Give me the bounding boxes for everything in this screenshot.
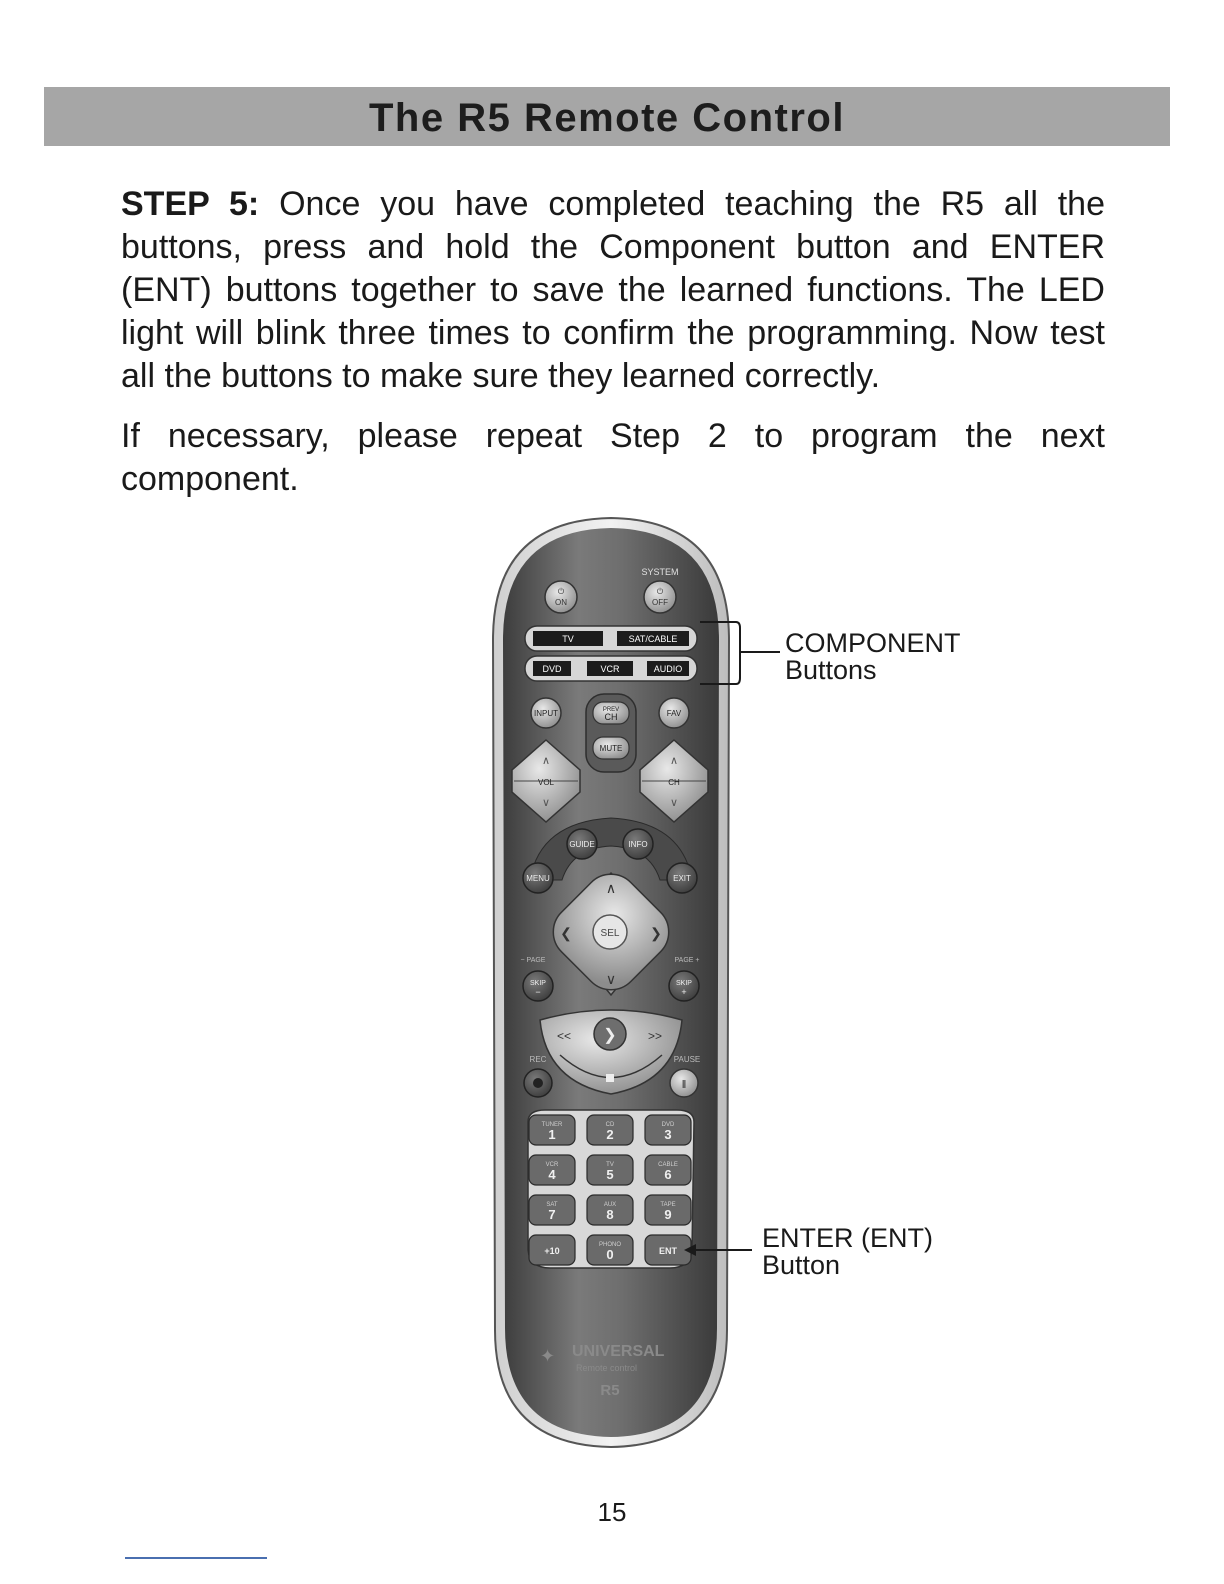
sel-button[interactable] [593,915,627,949]
component-callout-line1: COMPONENT [785,628,961,658]
enter-callout-line2: Button [762,1250,841,1280]
step-label: STEP 5: [121,185,260,223]
keypad-sub-label: CD [605,1122,615,1128]
keypad-button-4[interactable] [529,1155,575,1185]
pause-button[interactable] [670,1069,698,1097]
keypad-main-label: 3 [664,1127,672,1142]
component-button-vcr[interactable] [587,661,633,676]
guide-button[interactable] [567,829,597,859]
svg-text:GUIDE: GUIDE [569,840,595,849]
arrow-down-icon[interactable]: ∨ [605,971,617,987]
svg-text:PREV: PREV [602,707,620,713]
component-button-tv[interactable] [533,631,603,646]
svg-text:MUTE: MUTE [599,744,623,753]
svg-text:SKIP: SKIP [530,980,546,987]
step-text: Once you have completed teaching the R5 all the buttons, press and hold the Component button and ENTER (ENT) buttons together to save the learned functions. The LED light will blink three times to confirm the programming. Now test all the buttons to make sure they learned correctly. [121,185,1106,395]
channel-down-icon: ∨ [669,797,679,809]
component-button-dvd[interactable] [533,661,571,676]
svg-text:INPUT: INPUT [534,709,558,718]
keypad-button-7[interactable] [529,1195,575,1225]
keypad-sub-label: TAPE [660,1202,676,1208]
svg-text:AUDIO: AUDIO [653,664,683,674]
svg-text:+: + [681,987,687,997]
page-title: The R5 Remote Control [369,96,845,140]
component-callout-line2: Buttons [785,655,877,685]
svg-text:EXIT: EXIT [673,874,691,883]
brand-subtitle: Remote control [576,1363,638,1373]
keypad-button-plus10[interactable] [529,1235,575,1265]
rec-label: REC [529,1055,547,1064]
keypad-main-label: 7 [548,1207,556,1222]
keypad-sub-label: PHONO [598,1242,622,1248]
keypad-sub-label: AUX [603,1202,617,1208]
enter-callout [762,1225,933,1279]
arrow-up-icon[interactable]: ∧ [605,880,617,896]
play-icon: ❯ [603,1027,617,1044]
arrow-right-icon[interactable]: ❯ [650,925,662,941]
rewind-icon[interactable]: << [556,1029,572,1043]
input-button[interactable] [531,698,561,728]
keypad-button-8[interactable] [587,1195,633,1225]
off-button[interactable] [644,581,676,613]
keypad-button-5[interactable] [587,1155,633,1185]
skip-minus-button[interactable] [523,971,553,1001]
arrow-left-icon[interactable]: ❮ [560,925,572,941]
fav-button[interactable] [659,698,689,728]
keypad-sub-label: CABLE [658,1162,678,1168]
keypad-sub-label: TUNER [541,1122,563,1128]
keypad-main-label: 8 [606,1207,614,1222]
svg-text:CH: CH [604,712,618,722]
svg-text:SEL: SEL [600,928,620,939]
svg-text:−: − [535,987,541,997]
svg-text:FAV: FAV [666,709,682,718]
mute-button[interactable] [593,737,629,759]
svg-text:DVD: DVD [542,664,562,674]
brand-logo-icon: ✦ [540,1346,556,1366]
component-callout [785,630,961,684]
info-button[interactable] [623,829,653,859]
keypad-button-0[interactable] [587,1235,633,1265]
svg-text:OFF: OFF [652,598,668,607]
keypad-button-9[interactable] [645,1195,691,1225]
keypad-button-2[interactable] [587,1115,633,1145]
svg-text:MENU: MENU [526,874,550,883]
exit-button[interactable] [667,863,697,893]
svg-text:CH: CH [668,778,680,787]
enter-callout-line1: ENTER (ENT) [762,1223,933,1253]
keypad-main-label: 0 [606,1247,614,1262]
page-plus-label: PAGE + [674,957,700,964]
svg-text:VCR: VCR [600,664,620,674]
keypad-main-label: ENT [659,1246,677,1256]
channel-up-icon: ∧ [669,755,679,767]
keypad-main-label: +10 [544,1246,560,1256]
keypad-main-label: 5 [606,1167,614,1182]
page-number: 15 [597,1497,627,1527]
keypad-sub-label: VCR [545,1162,559,1168]
pause-label: PAUSE [673,1055,701,1064]
keypad-main-label: 4 [548,1167,556,1182]
component-button-sat-cable[interactable] [617,631,689,646]
svg-text:SKIP: SKIP [676,980,692,987]
svg-text:SAT/CABLE: SAT/CABLE [628,634,678,644]
skip-plus-button[interactable] [669,971,699,1001]
stop-icon[interactable] [606,1074,614,1082]
keypad-main-label: 1 [548,1127,556,1142]
keypad-main-label: 2 [606,1127,614,1142]
keypad-button-6[interactable] [645,1155,691,1185]
volume-up-icon: ∧ [541,755,551,767]
keypad-sub-label: DVD [661,1122,675,1128]
component-button-audio[interactable] [647,661,689,676]
svg-text:INFO: INFO [628,840,648,849]
keypad-button-3[interactable] [645,1115,691,1145]
footer-rule [125,1557,267,1559]
on-button[interactable] [545,581,577,613]
menu-button[interactable] [523,863,553,893]
volume-down-icon: ∨ [541,797,551,809]
record-icon [533,1078,543,1088]
pause-icon: ‖ [681,1079,687,1091]
repeat-paragraph: If necessary, please repeat Step 2 to program the next component. [121,417,1105,498]
brand-name: UNIVERSAL [572,1343,665,1360]
play-button[interactable] [594,1018,626,1050]
system-label: SYSTEM [641,567,679,577]
svg-text:ON: ON [555,598,567,607]
keypad-sub-label: TV [606,1162,614,1168]
fast-forward-icon[interactable]: >> [647,1029,663,1043]
power-icon: ⏻ [656,587,664,596]
keypad-button-1[interactable] [529,1115,575,1145]
rec-button[interactable] [524,1069,552,1097]
header-bar [44,87,1170,146]
keypad-sub-label: SAT [546,1202,558,1208]
page-minus-label: − PAGE [520,957,546,964]
keypad-main-label: 9 [664,1207,672,1222]
step-5-paragraph [121,183,1105,398]
power-icon: ⏻ [557,587,565,596]
model-label: R5 [600,1382,620,1399]
prev-ch-button[interactable] [593,702,629,724]
svg-text:TV: TV [562,634,574,644]
keypad-main-label: 6 [664,1167,672,1182]
svg-text:VOL: VOL [537,778,555,787]
